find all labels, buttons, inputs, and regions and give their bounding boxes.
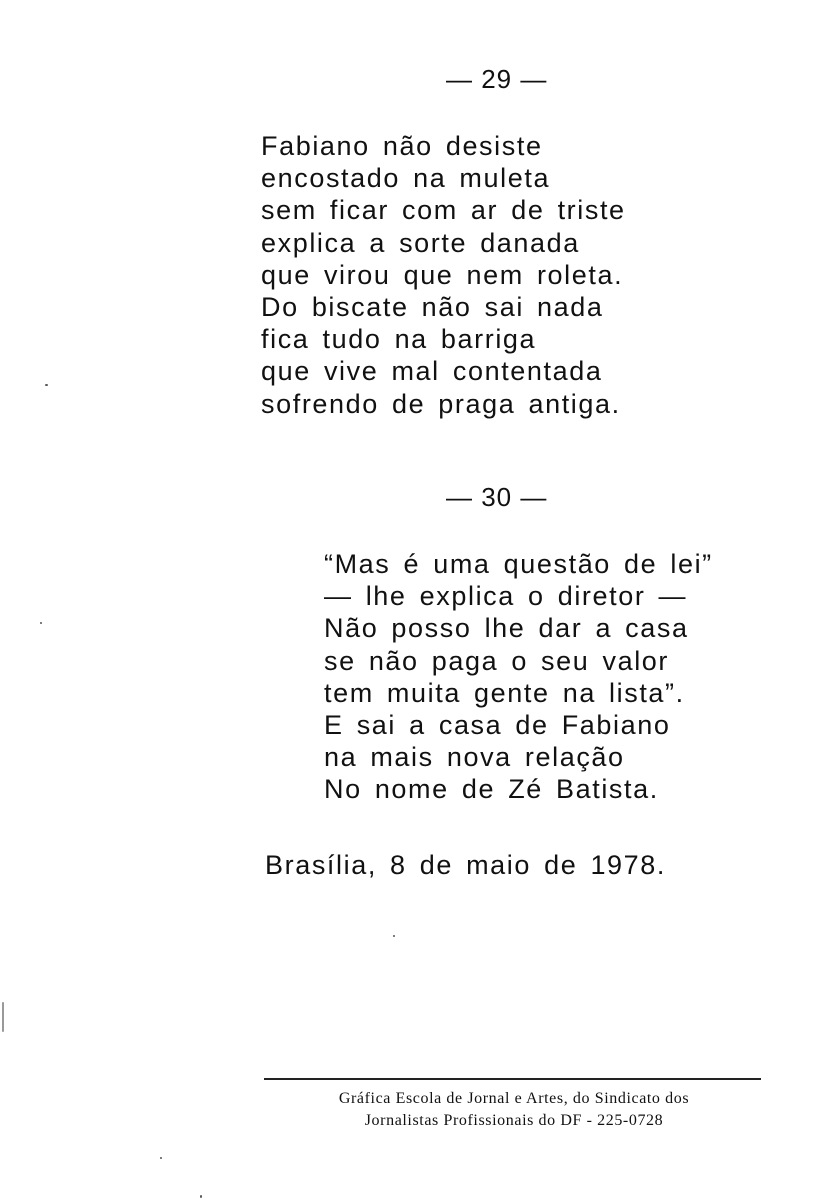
scan-speck (160, 1157, 162, 1159)
stanza-line: Não posso lhe dar a casa (324, 613, 689, 644)
stanza-line: sem ficar com ar de triste (261, 195, 626, 226)
scan-speck (2, 1002, 4, 1032)
date-place: Brasília, 8 de maio de 1978. (265, 850, 667, 880)
scan-speck (393, 935, 395, 937)
colophon (264, 1088, 764, 1132)
stanza-line: encostado na muleta (261, 163, 551, 194)
scan-speck (200, 1195, 202, 1198)
stanza-line: fica tudo na barriga (261, 324, 537, 355)
stanza-line: sofrendo de praga antiga. (261, 388, 621, 419)
stanza-line: — lhe explica o diretor — (324, 581, 688, 612)
stanza-line: No nome de Zé Batista. (324, 774, 659, 805)
colophon-rule (264, 1078, 761, 1080)
section-number-30: — 30 — (446, 482, 548, 512)
stanza-line: “Mas é uma questão de lei” (324, 549, 713, 579)
scan-speck (45, 384, 48, 386)
colophon-line: Gráfica Escola de Jornal e Artes, do Sindicato dos (338, 1090, 690, 1107)
stanza-30 (324, 548, 713, 806)
stanza-line: que virou que nem roleta. (261, 259, 624, 290)
stanza-line: tem muita gente na lista”. (324, 677, 685, 708)
stanza-29 (261, 130, 626, 420)
colophon-line: Jornalistas Profissionais do DF - 225-0728 (364, 1112, 664, 1129)
stanza-line: na mais nova relação (324, 742, 625, 773)
stanza-line: que vive mal contentada (261, 356, 603, 387)
stanza-line: E sai a casa de Fabiano (324, 710, 671, 741)
scan-speck (40, 622, 42, 624)
stanza-line: explica a sorte danada (261, 227, 580, 258)
stanza-line: Do biscate não sai nada (261, 292, 604, 323)
stanza-line: Fabiano não desiste (261, 131, 543, 161)
section-number-29: — 29 — (446, 64, 548, 94)
stanza-line: se não paga o seu valor (324, 645, 670, 676)
